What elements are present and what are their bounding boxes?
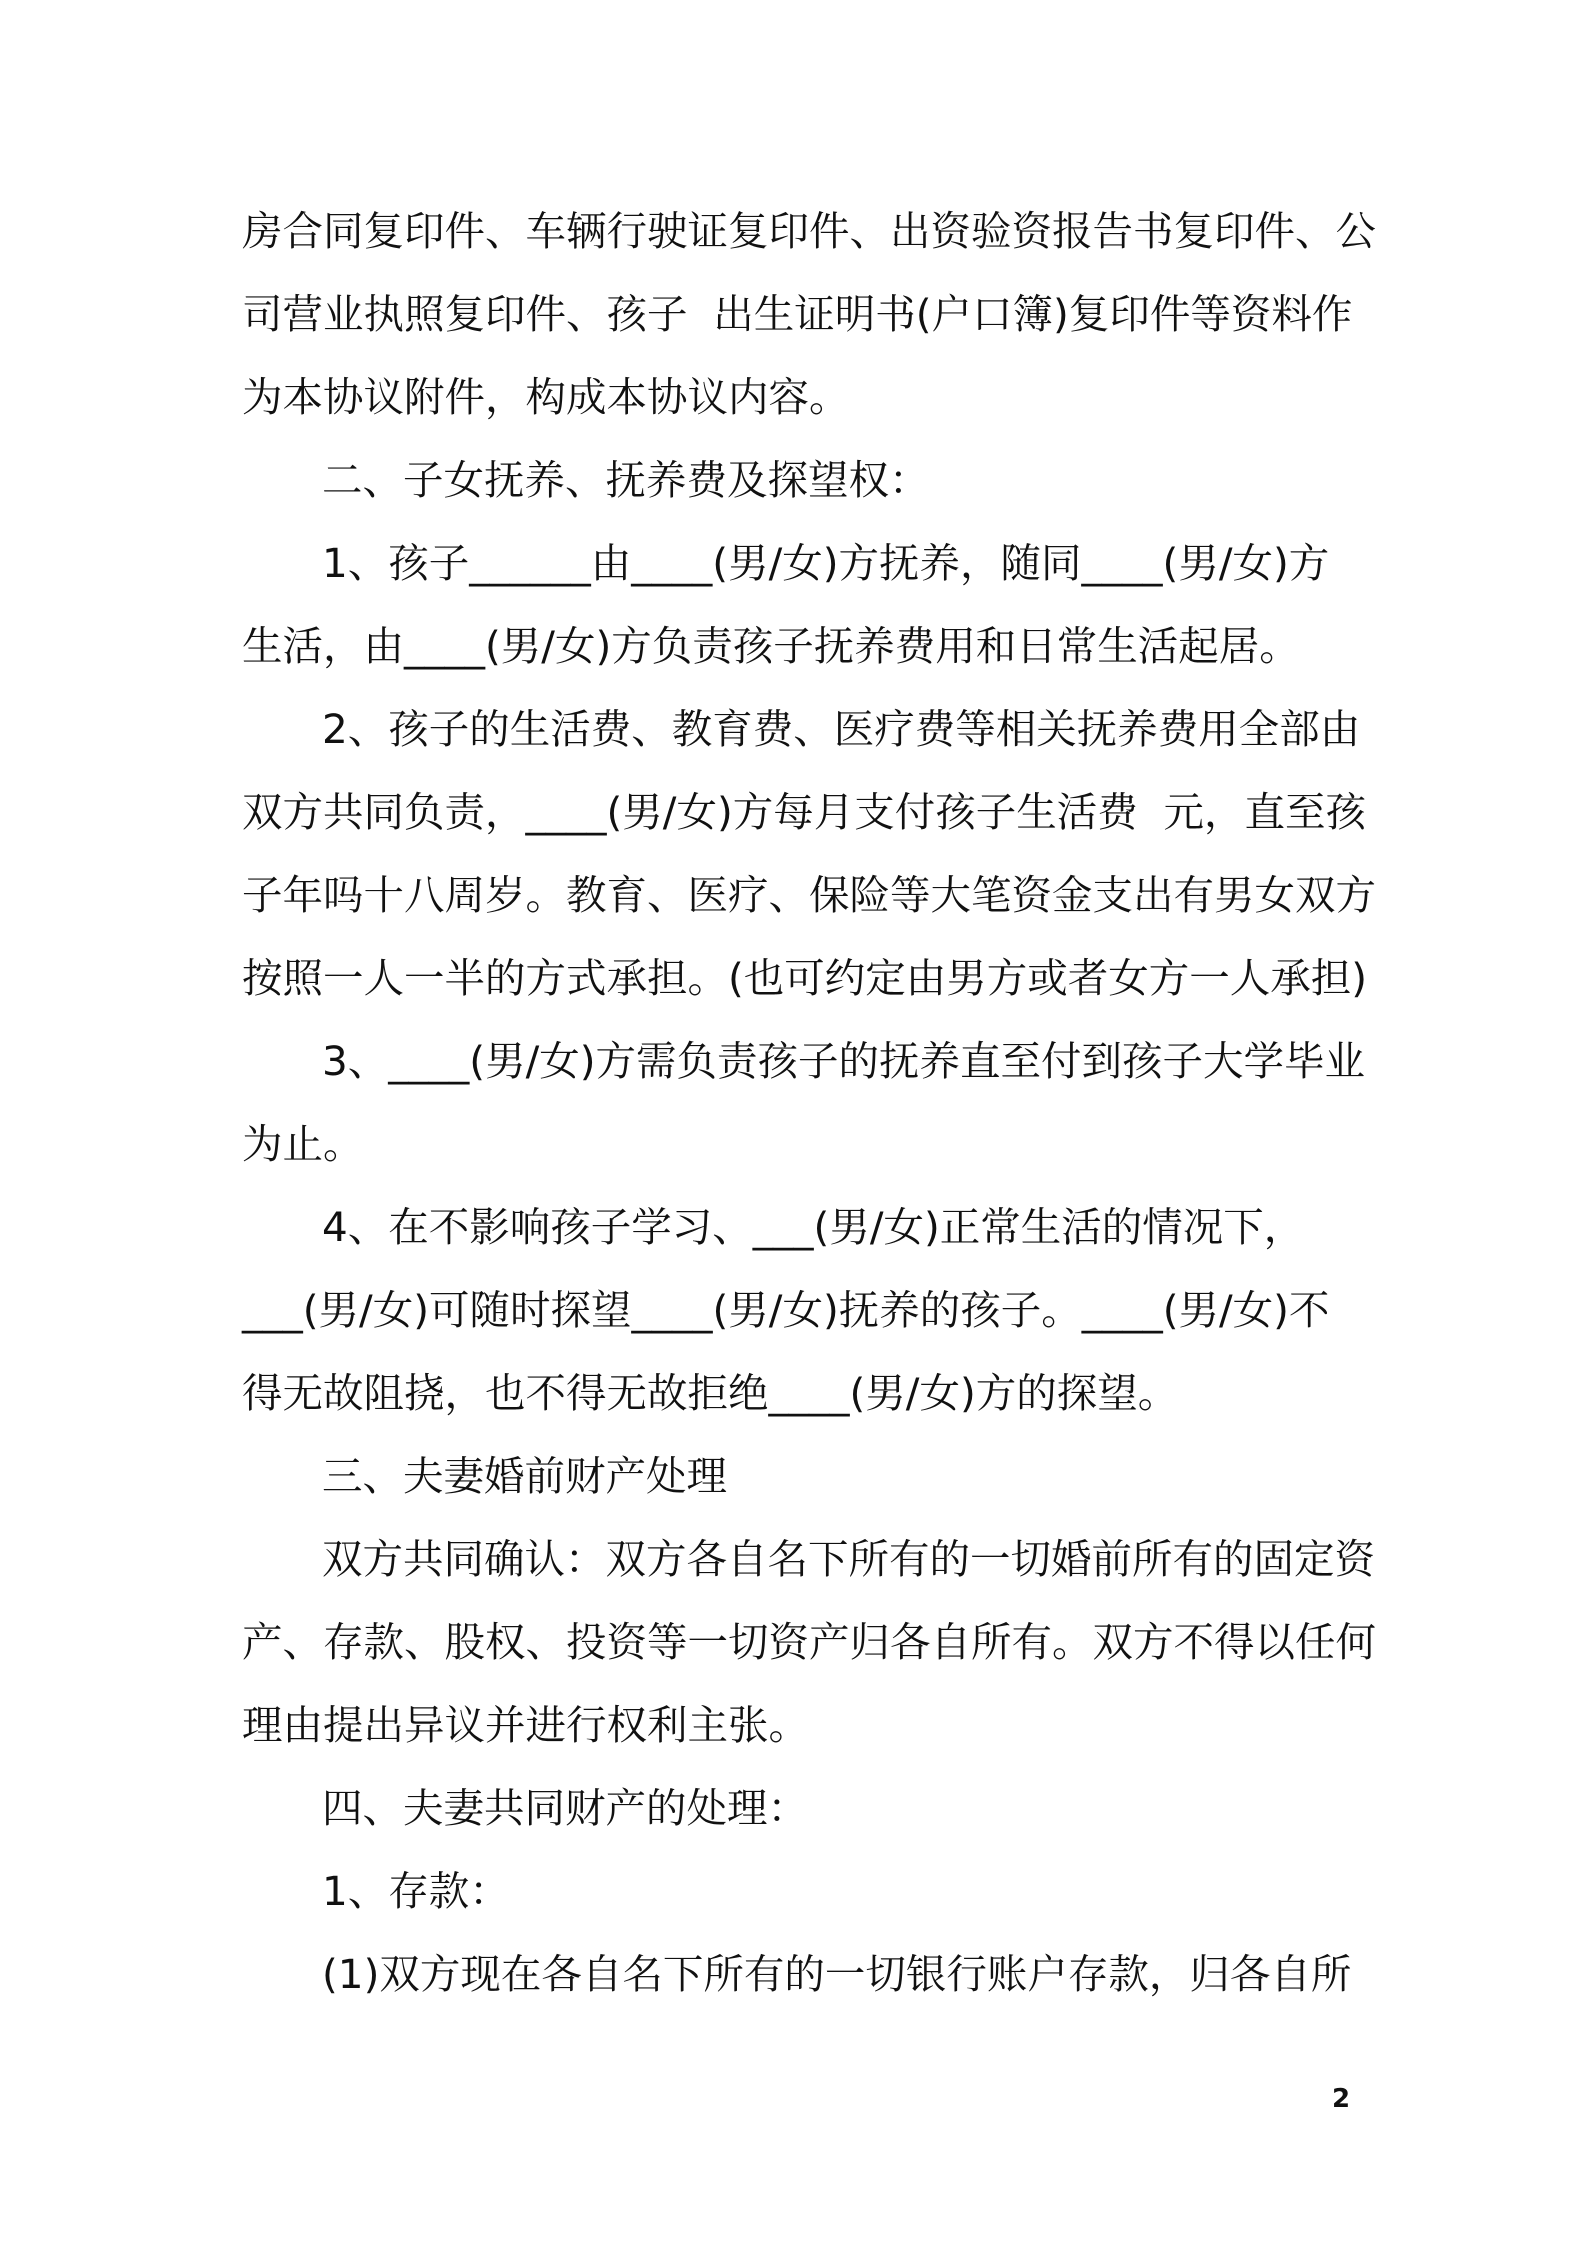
text-line: 司营业执照复印件、孩子 出生证明书(户口簿)复印件等资料作	[242, 290, 1353, 338]
text-line: 得无故阻挠，也不得无故拒绝____(男/女)方的探望。	[242, 1369, 1179, 1417]
text-line: 双方共同负责，____(男/女)方每月支付孩子生活费 元，直至孩	[242, 788, 1366, 836]
text-line: 生活，由____(男/女)方负责孩子抚养费用和日常生活起居。	[242, 622, 1300, 670]
document-body	[242, 190, 1376, 2016]
text-line: 为本协议附件，构成本协议内容。	[242, 373, 850, 421]
text-line: 为止。	[242, 1120, 364, 1168]
clause-4-visitation: 4、在不影响孩子学习、___(男/女)正常生活的情况下，	[322, 1203, 1305, 1251]
section-heading-joint-property: 四、夫妻共同财产的处理：	[322, 1784, 808, 1832]
text-line: ___(男/女)可随时探望____(男/女)抚养的孩子。____(男/女)不	[242, 1286, 1330, 1334]
text-line: 产、存款、股权、投资等一切资产归各自所有。双方不得以任何	[242, 1618, 1376, 1666]
clause-3-education: 3、____(男/女)方需负责孩子的抚养直至付到孩子大学毕业	[322, 1037, 1366, 1085]
clause-2-expenses: 2、孩子的生活费、教育费、医疗费等相关抚养费用全部由	[322, 705, 1361, 753]
text-line: 按照一人一半的方式承担。(也可约定由男方或者女方一人承担)	[242, 954, 1368, 1002]
page-number: 2	[1332, 2084, 1351, 2114]
text-line: 子年吗十八周岁。教育、医疗、保险等大笔资金支出有男女双方	[242, 871, 1376, 919]
text-line: 房合同复印件、车辆行驶证复印件、出资验资报告书复印件、公	[242, 207, 1376, 255]
text-line: 理由提出异议并进行权利主张。	[242, 1701, 809, 1749]
clause-1-custody: 1、孩子______由____(男/女)方抚养，随同____(男/女)方	[322, 539, 1330, 587]
premarital-property-paragraph: 双方共同确认：双方各自名下所有的一切婚前所有的固定资	[322, 1535, 1375, 1583]
deposits-item-1: (1)双方现在各自名下所有的一切银行账户存款，归各自所	[322, 1950, 1352, 1998]
subheading-deposits: 1、存款：	[322, 1867, 510, 1915]
section-heading-child-support: 二、子女抚养、抚养费及探望权：	[322, 456, 930, 504]
section-heading-premarital-property: 三、夫妻婚前财产处理	[322, 1452, 727, 1500]
